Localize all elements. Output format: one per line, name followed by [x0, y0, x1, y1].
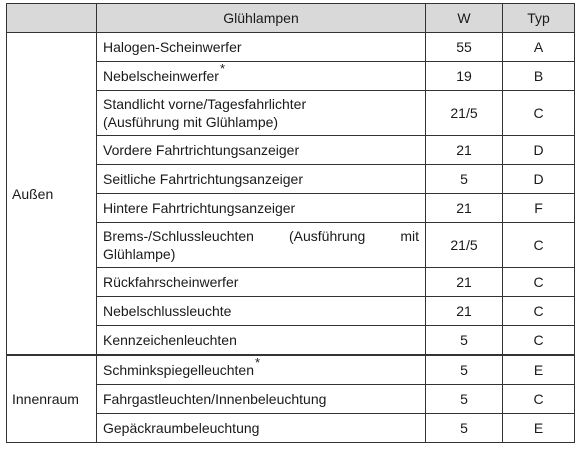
footnote-marker: *	[254, 355, 261, 371]
bulb-watt: 5	[426, 326, 503, 356]
bulb-name: Halogen-Scheinwerfer	[97, 33, 426, 62]
header-type: Typ	[503, 4, 575, 33]
bulb-type: D	[503, 136, 575, 165]
bulb-name-cell	[97, 91, 426, 136]
bulb-name-line1: Standlicht vorne/Tagesfahrlichter	[103, 96, 307, 112]
bulb-table	[6, 3, 575, 443]
bulb-name: Seitliche Fahrtrichtungsanzeiger	[97, 165, 426, 194]
bulb-watt: 55	[426, 33, 503, 62]
bulb-type: C	[503, 297, 575, 326]
bulb-type: E	[503, 414, 575, 443]
bulb-watt: 19	[426, 62, 503, 91]
bulb-watt: 21/5	[426, 91, 503, 136]
bulb-type: C	[503, 385, 575, 414]
group-label-outside: Außen	[7, 33, 97, 356]
bulb-type: D	[503, 165, 575, 194]
bulb-type: B	[503, 62, 575, 91]
bulb-type: A	[503, 33, 575, 62]
header-row	[7, 4, 575, 33]
bulb-name: Nebelschlussleuchte	[97, 297, 426, 326]
bulb-type: E	[503, 355, 575, 385]
bulb-type: C	[503, 326, 575, 356]
bulb-watt: 5	[426, 355, 503, 385]
bulb-name: Hintere Fahrtrichtungsanzeiger	[97, 194, 426, 223]
bulb-watt: 21	[426, 297, 503, 326]
bulb-name: Kennzeichenleuchten	[97, 326, 426, 356]
bulb-watt: 5	[426, 414, 503, 443]
bulb-table-container	[6, 3, 575, 443]
bulb-watt: 21	[426, 268, 503, 297]
bulb-name: Brems-/Schlussleuchten (Ausführung mit Glühlampe)	[97, 223, 426, 268]
header-bulbs: Glühlampen	[97, 4, 426, 33]
table-row	[7, 355, 575, 385]
bulb-watt: 5	[426, 165, 503, 194]
footnote-marker: *	[219, 61, 226, 77]
bulb-name-line2: (Ausführung mit Glühlampe)	[103, 114, 279, 130]
bulb-watt: 21/5	[426, 223, 503, 268]
table-row	[7, 33, 575, 62]
bulb-type: C	[503, 223, 575, 268]
bulb-type: F	[503, 194, 575, 223]
bulb-name: Gepäckraumbeleuchtung	[97, 414, 426, 443]
bulb-type: C	[503, 91, 575, 136]
header-group	[7, 4, 97, 33]
bulb-type: C	[503, 268, 575, 297]
header-watt: W	[426, 4, 503, 33]
bulb-name-cell	[97, 355, 426, 385]
bulb-name: Vordere Fahrtrichtungsanzeiger	[97, 136, 426, 165]
group-label-inside: Innenraum	[7, 355, 97, 443]
bulb-watt: 5	[426, 385, 503, 414]
bulb-watt: 21	[426, 194, 503, 223]
bulb-name: Fahrgastleuchten/Innenbeleuchtung	[97, 385, 426, 414]
bulb-name: Rückfahrscheinwerfer	[97, 268, 426, 297]
bulb-name: Nebelscheinwerfer	[103, 68, 219, 84]
bulb-name: Schminkspiegelleuchten	[103, 362, 254, 378]
bulb-watt: 21	[426, 136, 503, 165]
bulb-name-cell	[97, 62, 426, 91]
